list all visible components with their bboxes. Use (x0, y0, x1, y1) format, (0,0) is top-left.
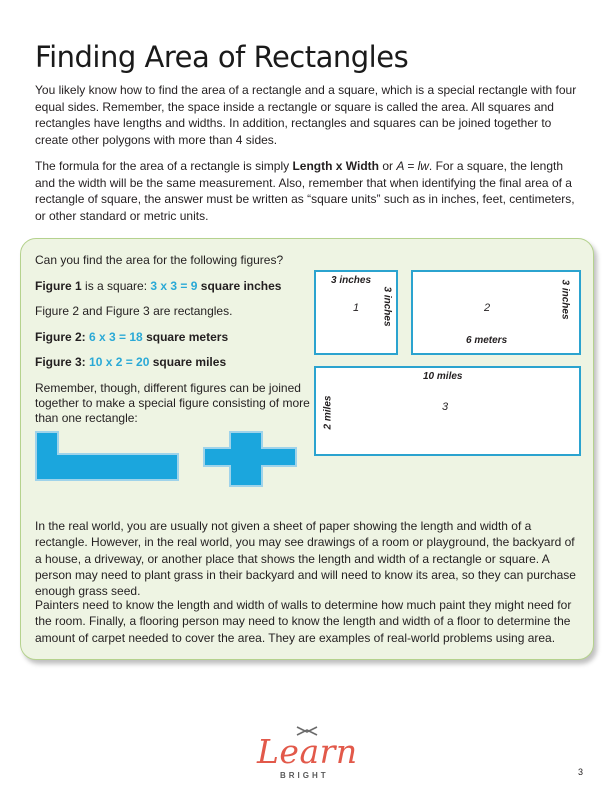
logo-wordmark: Learn (257, 732, 358, 771)
composite-shapes (32, 430, 302, 490)
figure-3-side-label: 2 miles (322, 395, 334, 430)
remember-text: Remember, though, different figures can be joined together to make a special figure consisting of more than one rectangle: (35, 381, 310, 425)
logo-subtext: BRIGHT (280, 771, 329, 780)
plus-shape (204, 432, 296, 486)
intro-paragraph-2: The formula for the area of a rectangle is simply Length x Width or A = lw. For a square, the length and the width will be the same measurement. Also, remember that when identifying the final area of a rectangle of square, the answer must be written as “square units” such as in inches, feet, centimeters, or other standard or metric units. (35, 159, 575, 223)
question-text: Can you find the area for the following figures? (35, 253, 284, 267)
real-world-paragraph-2: Painters need to know the length and width of walls to determine how much paint they might need for the room. Finally, a flooring person may need to know the length and width of a floor to determine the amount of carpet needed to cover the area. They are examples of real-world problems using area. (35, 598, 572, 645)
figure-1-line: Figure 1 is a square: 3 x 3 = 9 square inches (35, 279, 282, 293)
figure-3-line: Figure 3: 10 x 2 = 20 square miles (35, 355, 227, 369)
figure-2-side-label: 3 inches (559, 279, 571, 320)
figure-1-side-label: 3 inches (381, 286, 393, 327)
l-shape (36, 432, 178, 480)
intro-paragraph-1: You likely know how to find the area of a rectangle and a square, which is a special rectangle with four equal sides. Remember, the space inside a rectangle or square is called the area. All squares and rectangles have lengths and widths. In addition, rectangles and squares can be joined together to create other polygons with more than 4 sides. (35, 83, 577, 147)
figure-3-top-label: 10 miles (423, 371, 463, 382)
figure-2-bottom-label: 6 meters (466, 335, 508, 346)
figure-1-top-label: 3 inches (331, 275, 372, 286)
figure-23-text: Figure 2 and Figure 3 are rectangles. (35, 304, 233, 318)
figure-2-number: 2 (484, 302, 491, 314)
figure-2-line: Figure 2: 6 x 3 = 18 square meters (35, 330, 229, 344)
figure-3-number: 3 (442, 401, 449, 413)
page-number: 3 (578, 767, 584, 777)
figure-1-number: 1 (353, 302, 360, 314)
real-world-paragraph-1: In the real world, you are usually not given a sheet of paper showing the length and width of a rectangle. However, in the real world, you may see drawings of a room or playground, the backyard of a house, a driveway, or another place that shows the length and width of a rectangle or square. A person may need to plant grass in their backyard and will need to know its area, so they can purchase enough grass seed. (35, 519, 576, 599)
page-title: Finding Area of Rectangles (35, 40, 409, 74)
